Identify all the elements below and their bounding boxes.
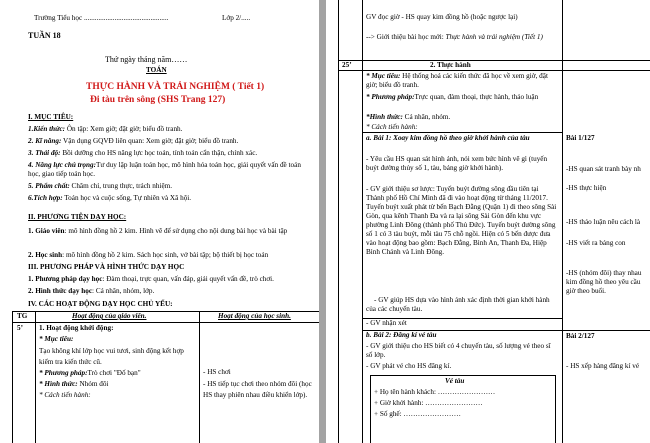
warmup-objective-label: * Mục tiêu: [39, 335, 74, 343]
exercise-1-guide: - GV giúp HS dựa vào hình ảnh xác định thời gian khởi hành của các chuyến tàu. [366, 296, 550, 313]
week-label: TUẦN 18 [28, 31, 61, 40]
student-line-up: - HS xếp hàng đăng kí vé [566, 362, 640, 370]
student-pairs-clock: -HS (nhóm đôi) thay nhau kim đồng hồ theo yêu cầu giờ theo buổi. [566, 269, 642, 295]
section-methods: III. PHƯƠNG PHÁP VÀ HÌNH THỨC DẠY HỌC [28, 263, 185, 271]
ticket-passenger-name: + Họ tên hành khách: …………………… [374, 388, 496, 396]
table-header-teacher: Hoạt động của giáo viên. [72, 312, 147, 320]
date-line: Thứ ngày tháng năm…… [105, 55, 188, 64]
row-time-practice: 25’ [342, 61, 352, 69]
intro-activity: GV đọc giờ - HS quay kim đồng hồ (hoặc ngược lại) [366, 13, 518, 21]
warmup-form: * Hình thức: Nhóm đôi [39, 380, 109, 388]
lesson-title: THỰC HÀNH VÀ TRẢI NGHIỆM ( Tiết 1) [86, 82, 265, 92]
section-objectives: I. MỤC TIÊU: [28, 113, 74, 121]
ticket-departure-time: + Giờ khởi hành: …………………… [374, 399, 483, 407]
warmup-objective-text: Tạo không khí lớp học vui tươi, sinh động kết hợp kiểm tra kiến thức cũ. [39, 347, 184, 366]
exercise-1-introduction: - GV giới thiệu sơ lược: Tuyến buýt đường sông đầu tiên tại Thành phố Hồ Chí Minh đã đi vào hoạt động từ tháng 11/2017. Tuyến buýt xuất phát từ bến Bạch Đằng (Quận 1) đi theo sông Sài Gòn, qua kênh Thanh Đa và ra lại sông Sài Gòn đến khu vực phường Linh Đông (thành phố Thủ Đức). Tuyến buýt đường sông số 1 có 3 tàu buýt, mỗi tàu 75 chỗ ngồi. Hiện có 5 bến được đưa vào hoạt động bao gồm: Bạch Đằng, Bình An, Thanh Đa, Hiệp Bình Chánh và Linh Đông. [366, 185, 557, 256]
tools-student: 2. Học sinh: mô hình đồng hồ 2 kim. Sách học sinh, vở bài tập; bộ thiết bị học toán [28, 251, 269, 259]
student-play-pairs: - HS tiếp tục chơi theo nhóm đôi (học HS thay phiên nhau điều khiển lớp). [203, 380, 312, 399]
class-label: Lớp 2/..... [222, 14, 251, 22]
objective-integration: 6.Tích hợp: Toán học và cuộc sống, Tự nhiên và Xã hội. [28, 194, 192, 202]
objective-competence: 4. Năng lực chú trọng:Tư duy lập luận toán học, mô hình hóa toán học, giải quyết vấn đề toán học, giao tiếp toán học. [28, 161, 301, 178]
warmup-method: * Phương pháp:Trò chơi "Đố bạn" [39, 369, 141, 377]
objective-attitude: 3. Thái độ: Bồi dưỡng cho HS năng lực học toán, tính toán cẩn thận, chính xác. [28, 149, 258, 157]
method-teaching: 1. Phương pháp dạy học: Đàm thoại, trực quan, vấn đáp, giải quyết vấn đề, trò chơi. [28, 275, 274, 283]
practice-title: 2. Thực hành [430, 61, 471, 69]
school-name: Trường Tiểu học ............................................... [34, 14, 169, 22]
exercise-2-title: b. Bài 2: Đăng kí vé tàu [366, 331, 437, 339]
warmup-procedure-label: * Cách tiến hành: [39, 391, 91, 399]
document-page-1 [0, 0, 319, 443]
exercise-2-intro: - GV giới thiệu cho HS biết có 4 chuyến tàu, số lượng vé theo sĩ số lớp. [366, 342, 551, 359]
new-lesson-intro: --> Giới thiệu bài học mới: Thực hành và trải nghiệm (Tiết 1) [366, 33, 543, 41]
document-page-2 [326, 0, 650, 443]
student-do: -HS thực hiện [566, 184, 607, 192]
practice-form: *Hình thức: Cá nhân, nhóm. [366, 113, 451, 121]
table-header-time: TG [17, 312, 28, 320]
ticket-seat-number: + Số ghế: …………………… [374, 410, 461, 418]
objective-quality: 5. Phẩm chất: Chăm chỉ, trung thực, trách nhiệm. [28, 182, 173, 190]
practice-procedure-label: * Cách tiến hành: [366, 123, 418, 131]
exercise-1-observe: - Yêu cầu HS quan sát hình ảnh, nói xem bức hình vẽ gì (tuyến buýt đường thủy số 1, tàu, bảng giờ khởi hành). [366, 155, 548, 172]
objective-knowledge: 1.Kiến thức: Ôn tập: Xem giờ; đặt giờ; biểu đồ tranh. [28, 125, 183, 133]
exercise-1-review: - GV nhận xét [366, 319, 407, 327]
objective-skills: 2. Kĩ năng: Vận dụng GQVĐ liên quan: Xem giờ; đặt giờ; biểu đồ tranh. [28, 137, 239, 145]
row-time: 5’ [17, 324, 23, 332]
section-tools: II. PHƯƠNG TIỆN DẠY HỌC: [28, 213, 127, 221]
lesson-subtitle: Đi tàu trên sông (SHS Trang 127) [90, 95, 226, 105]
method-form: 2. Hình thức dạy học: Cá nhân, nhóm, lớp. [28, 287, 155, 295]
student-exercise-2: Bài 2/127 [566, 332, 595, 340]
subject-title: TOÁN [146, 66, 167, 74]
student-write: -HS viết ra bảng con [566, 239, 626, 247]
practice-objective: * Mục tiêu: Hệ thống hoá các kiến thức đã học về xem giờ, đặt giờ; biểu đồ tranh. [366, 72, 548, 89]
student-discuss: -HS thảo luận nêu cách là [566, 218, 641, 226]
practice-method: * Phương pháp:Trực quan, đàm thoại, thực hành, thảo luận [366, 93, 539, 101]
tools-teacher: 1. Giáo viên: mô hình đồng hồ 2 kim. Hình vẽ để sử dụng cho nội dung bài học và bài tập [28, 227, 288, 235]
student-play: - HS chơi [203, 368, 231, 376]
table-header-student: Hoạt động của học sinh. [218, 312, 291, 320]
student-observe: -HS quan sát tranh bày nh [566, 165, 641, 173]
ticket-form [370, 375, 556, 443]
ticket-title: Vé tàu [445, 377, 465, 385]
student-exercise-1: Bài 1/127 [566, 134, 595, 142]
exercise-1-title: a. Bài 1: Xoay kim đồng hồ theo giờ khởi hành của tàu [366, 134, 530, 142]
exercise-2-distribute: - GV phát vé cho HS đăng kí. [366, 362, 452, 370]
activity-warmup-title: 1. Hoạt động khởi động: [39, 324, 114, 332]
section-activities: IV. CÁC HOẠT ĐỘNG DẠY HỌC CHỦ YẾU: [28, 300, 173, 308]
